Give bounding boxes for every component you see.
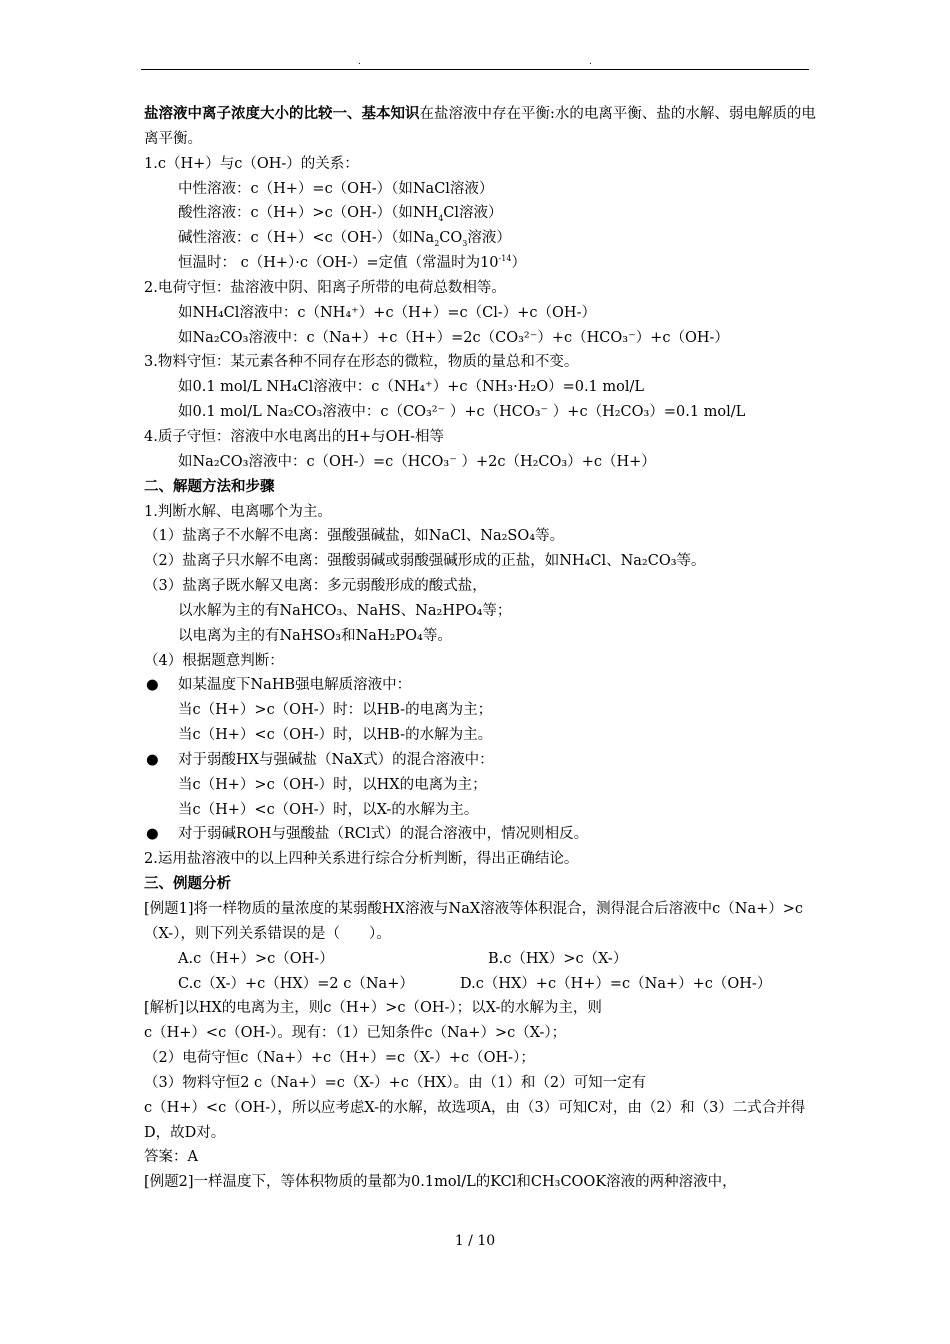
header-dot-right: . bbox=[589, 57, 592, 67]
s1-neutral: 中性溶液：c（H+）=c（OH-）（如NaCl溶液） bbox=[178, 180, 494, 197]
s1-basic-a: 碱性溶液：c（H+）<c（OH-）（如Na bbox=[178, 230, 435, 247]
s2-line-1: 如NH₄Cl溶液中：c（NH₄⁺）+c（H+）=c（Cl-）+c（OH-） bbox=[178, 304, 596, 321]
s2-heading: 2.电荷守恒：盐溶液中阴、阳离子所带的电荷总数相等。 bbox=[144, 279, 506, 296]
title-heading: 盐溶液中离子浓度大小的比较一、基本知识 bbox=[144, 105, 420, 122]
bullet-2-line-a: 当c（H+）>c（OH-）时，以HX的电离为主； bbox=[178, 776, 487, 793]
option-a: A.c（H+）>c（OH-） bbox=[178, 950, 334, 967]
title-intro: 在盐溶液中存在平衡:水的电离平衡、盐的水解、弱电解质的电离平衡。 bbox=[144, 106, 816, 147]
s1-kw-b: ） bbox=[511, 255, 526, 272]
part2-p1c: （3）盐离子既水解又电离：多元弱酸形成的酸式盐， bbox=[144, 578, 487, 595]
part2-p2: 2.运用盐溶液中的以上四种关系进行综合分析判断，得出正确结论。 bbox=[144, 851, 579, 868]
bullet-item-2-text: 对于弱酸HX与强碱盐（NaX式）的混合溶液中： bbox=[178, 751, 494, 768]
example-1-options-ab bbox=[144, 947, 816, 972]
s1-basic-b: CO bbox=[439, 230, 463, 247]
bullet-item-2 bbox=[144, 748, 816, 773]
bullet-icon: ● bbox=[146, 826, 159, 843]
bullet-1-line-b: 当c（H+）<c（OH-）时，以HB-的水解为主。 bbox=[178, 727, 493, 744]
bullet-item-3 bbox=[144, 822, 816, 847]
bullet-item-1 bbox=[144, 673, 816, 698]
example-2-question: [例题2]一样温度下，等体积物质的量都为0.1mol/L的KCl和CH₃COOK溶液的两种溶液中， bbox=[144, 1174, 737, 1191]
analysis-line-5: c（H+）<c（OH-），所以应考虑X-的水解，故选项A，由（3）可知C对，由（2）和（3）二式合并得D，故D对。 bbox=[144, 1099, 806, 1141]
s1-acidic-b: Cl溶液） bbox=[443, 205, 503, 222]
document-body bbox=[144, 102, 816, 1195]
example-1-options-cd bbox=[144, 972, 816, 997]
header-rule bbox=[141, 69, 809, 70]
part2-p1c1: 以水解为主的有NaHCO₃、NaHS、Na₂HPO₄等； bbox=[178, 602, 512, 619]
title-paragraph bbox=[144, 102, 816, 152]
bullet-icon: ● bbox=[146, 677, 159, 694]
part2-p1d: （4）根据题意判断： bbox=[144, 652, 284, 669]
analysis-line-2: c（H+）<c（OH-）。现有：（1）已知条件c（Na+）>c（X-）； bbox=[144, 1025, 567, 1042]
s3-heading: 3.物料守恒：某元素各种不同存在形态的微粒，物质的量总和不变。 bbox=[144, 354, 579, 371]
s1-kw-a: 恒温时： c（H+）·c（OH-）=定值（常温时为10 bbox=[178, 255, 499, 272]
part2-p1: 1.判断水解、电离哪个为主。 bbox=[144, 503, 332, 520]
s4-line-1: 如Na₂CO₃溶液中：c（OH-）=c（HCO₃⁻ ）+2c（H₂CO₃）+c（H+） bbox=[178, 453, 656, 470]
s1-kw bbox=[144, 251, 816, 276]
part2-p1b: （2）盐离子只水解不电离：强酸弱碱或弱酸强碱形成的正盐，如NH₄Cl、Na₂CO₃等。 bbox=[144, 553, 706, 570]
s2-line-2: 如Na₂CO₃溶液中：c（Na+）+c（H+）=2c（CO₃²⁻）+c（HCO₃⁻）+c（OH-） bbox=[178, 329, 729, 346]
analysis-line-4: （3）物料守恒2 c（Na+）=c（X-）+c（HX）。由（1）和（2）可知一定有 bbox=[144, 1074, 647, 1091]
s1-basic-c: 溶液） bbox=[467, 230, 511, 247]
page-number: 1 / 10 bbox=[454, 1233, 496, 1249]
bullet-2-line-b: 当c（H+）<c（OH-）时，以X-的水解为主。 bbox=[178, 801, 479, 818]
s1-heading: 1.c（H+）与c（OH-）的关系： bbox=[144, 155, 359, 172]
s3-line-1: 如0.1 mol/L NH₄Cl溶液中：c（NH₄⁺）+c（NH₃·H₂O）=0.1 mol/L bbox=[178, 379, 645, 396]
s1-kw-exp: -14 bbox=[498, 254, 512, 264]
part2-p1c2: 以电离为主的有NaHSO₃和NaH₂PO₄等。 bbox=[178, 627, 452, 644]
option-b: B.c（HX）>c（X-） bbox=[488, 950, 628, 967]
bullet-1-line-a: 当c（H+）>c（OH-）时：以HB-的电离为主； bbox=[178, 702, 493, 719]
s1-basic: 碱性溶液：c（H+）<c（OH-）（如$Na_2CO_3$溶液） bbox=[178, 230, 511, 249]
part2-heading: 二、解题方法和步骤 bbox=[144, 477, 275, 495]
part2-p1a: （1）盐离子不水解不电离：强酸强碱盐，如NaCl、Na₂SO₄等。 bbox=[144, 528, 565, 545]
option-c: C.c（X-）+c（HX）=2 c（Na+） bbox=[178, 975, 414, 992]
example-1-question: [例题1]将一样物质的量浓度的某弱酸HX溶液与NaX溶液等体积混合，测得混合后溶液中c（Na+）>c（X-），则下列关系错误的是（ ）。 bbox=[144, 901, 804, 942]
s1-acidic-a: 酸性溶液：c（H+）>c（OH-）（如NH bbox=[178, 205, 439, 222]
option-d: D.c（HX）+c（H+）=c（Na+）+c（OH-） bbox=[460, 975, 772, 992]
part3-heading: 三、例题分析 bbox=[144, 875, 231, 893]
analysis-line-1: [解析]以HX的电离为主，则c（H+）>c（OH-）；以X-的水解为主，则 bbox=[144, 1000, 602, 1017]
header-dot-left: . bbox=[358, 57, 361, 67]
analysis-line-3: （2）电荷守恒c（Na+）+c（H+）=c（X-）+c（OH-）； bbox=[144, 1050, 535, 1067]
answer-line: 答案：A bbox=[144, 1149, 198, 1166]
s4-heading: 4.质子守恒：溶液中水电离出的H+与OH-相等 bbox=[144, 428, 445, 445]
s1-acidic: 酸性溶液：c（H+）>c（OH-）（如$NH_4Cl$溶液） bbox=[178, 205, 503, 224]
s3-line-2: 如0.1 mol/L Na₂CO₃溶液中：c（CO₃²⁻ ）+c（HCO₃⁻ ）+c（H₂CO₃）=0.1 mol/L bbox=[178, 404, 746, 421]
bullet-item-3-text: 对于弱碱ROH与强酸盐（RCl式）的混合溶液中，情况则相反。 bbox=[178, 826, 589, 843]
bullet-item-1-text: 如某温度下NaHB强电解质溶液中： bbox=[178, 677, 412, 694]
bullet-icon: ● bbox=[146, 751, 159, 768]
